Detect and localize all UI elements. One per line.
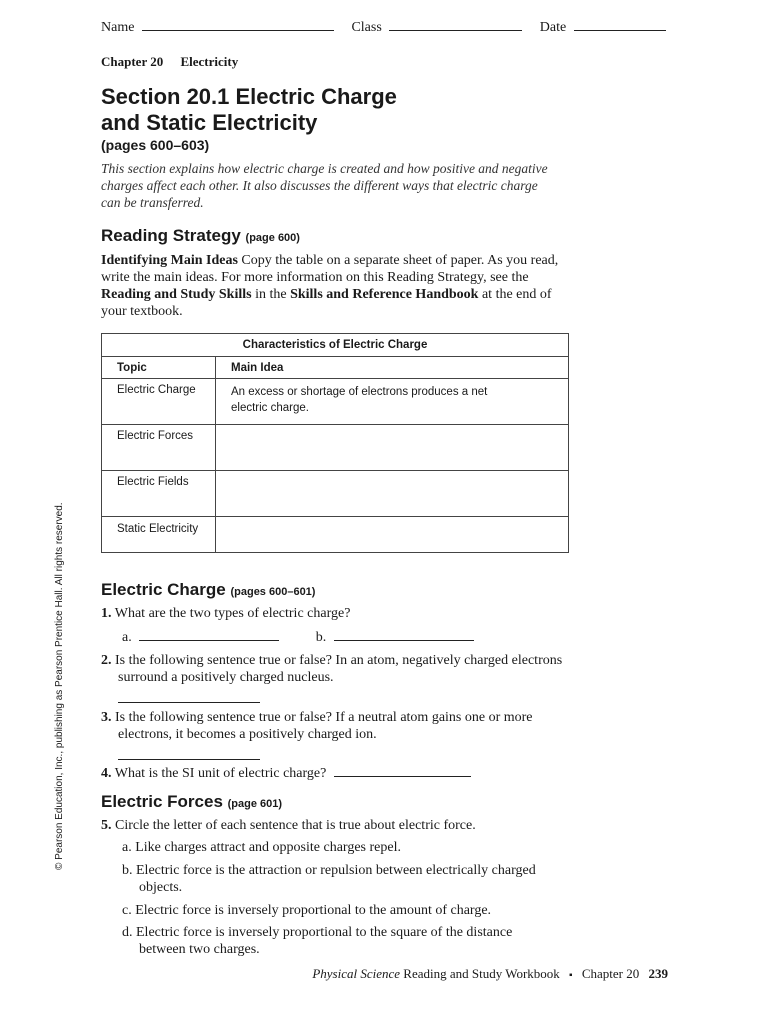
chapter-title: Electricity [180, 54, 239, 69]
option-letter: a. [122, 840, 132, 855]
question-3 [101, 709, 571, 765]
question-text: Circle the letter of each sentence that is true about electric force. [115, 818, 476, 833]
table-caption: Characteristics of Electric Charge [102, 334, 568, 357]
question-4 [101, 765, 571, 782]
option-letter: d. [122, 925, 133, 940]
question-5-option[interactable] [122, 902, 562, 919]
table-row-topic: Electric Fields [117, 476, 189, 488]
answer-a-label: a. [122, 630, 132, 645]
chapter-row [101, 54, 238, 70]
reading-strategy-text1: Copy the table on a separate sheet of paper. As you read, write the main ideas. For more information on this Reading Strategy, see the [101, 253, 559, 285]
question-text: Is the following sentence true or false? In an atom, negatively charged electrons surround a positively charged nucleus. [115, 653, 563, 685]
option-text: Electric force is the attraction or repulsion between electrically charged objects. [136, 863, 536, 895]
question-number: 4. [101, 766, 112, 781]
page-number: 239 [648, 966, 668, 981]
reading-strategy-lead: Identifying Main Ideas [101, 253, 238, 268]
table-row-topic: Electric Forces [117, 430, 194, 442]
section-title-line1: Section 20.1 Electric Charge [101, 84, 397, 109]
question-text: Is the following sentence true or false? If a neutral atom gains one or more electrons, it becomes a positively charged ion. [115, 710, 533, 742]
option-text: Electric force is inversely proportional to the square of the distance between two charges. [136, 925, 513, 957]
question-5-option[interactable] [122, 862, 562, 896]
section-pages: (pages 600–603) [101, 137, 210, 153]
question-2 [101, 652, 571, 708]
answer-field[interactable] [118, 688, 260, 703]
question-number: 5. [101, 818, 112, 833]
footer-bullet: ▪ [569, 970, 573, 981]
reading-strategy-pages: (page 600) [245, 232, 300, 244]
question-text: What is the SI unit of electric charge? [114, 766, 327, 781]
table-row-line [102, 378, 568, 379]
reading-strategy-text2: in the [251, 287, 291, 302]
option-text: Like charges attract and opposite charges repel. [135, 840, 401, 855]
header-row [101, 20, 666, 36]
option-letter: c. [122, 903, 132, 918]
question-5-option[interactable] [122, 839, 562, 856]
chapter-number: Chapter 20 [101, 54, 164, 69]
footer-chapter: Chapter 20 [581, 966, 640, 981]
electric-charge-title: Electric Charge [101, 580, 226, 599]
question-number: 1. [101, 606, 112, 621]
table-row-line [102, 470, 568, 471]
option-letter: b. [122, 863, 133, 878]
question-number: 2. [101, 653, 112, 668]
electric-forces-pages: (page 601) [227, 798, 283, 810]
table-row-topic: Static Electricity [117, 523, 199, 535]
electric-charge-pages: (pages 600–601) [230, 586, 316, 598]
section-title [101, 84, 661, 136]
table-row-topic: Electric Charge [117, 384, 196, 396]
question-1-answers [122, 629, 592, 646]
reading-strategy-bold1: Reading and Study Skills [101, 287, 252, 302]
section-intro: This section explains how electric charge is created and how positive and negative charges affect each other. It also discusses the different ways that electric charge can be transferred. [101, 161, 548, 210]
answer-b-field[interactable] [334, 640, 474, 641]
option-text: Electric force is inversely proportional to the amount of charge. [135, 903, 492, 918]
question-1 [101, 605, 571, 622]
section-title-line2: and Static Electricity [101, 110, 318, 135]
table-header-main-idea: Main Idea [231, 362, 284, 374]
reading-strategy-text3: at the end of your textbook. [101, 287, 552, 319]
answer-field[interactable] [118, 745, 260, 760]
footer-book-title: Reading and Study Workbook [403, 966, 560, 981]
table-row-idea: An excess or shortage of electrons produces a net electric charge. [231, 386, 488, 414]
page-footer [312, 966, 668, 982]
reading-strategy-bold2: Skills and Reference Handbook [290, 287, 479, 302]
name-field[interactable] [142, 30, 334, 31]
question-number: 3. [101, 710, 112, 725]
date-label: Date [539, 20, 567, 35]
table-header-topic: Topic [117, 362, 147, 374]
answer-b-label: b. [315, 630, 327, 645]
question-text: What are the two types of electric charge? [114, 606, 351, 621]
copyright-notice: © Pearson Education, Inc., publishing as Pearson Prentice Hall. All rights reserved. [54, 502, 65, 870]
class-label: Class [351, 20, 382, 35]
reading-strategy-text [101, 252, 571, 320]
date-field[interactable] [574, 30, 666, 31]
name-label: Name [101, 20, 135, 35]
table-row-line [102, 516, 568, 517]
class-field[interactable] [389, 30, 522, 31]
reading-strategy-title: Reading Strategy [101, 226, 241, 245]
question-5 [101, 817, 571, 834]
electric-charge-heading [101, 580, 315, 600]
reading-strategy-heading [101, 226, 300, 246]
answer-field[interactable] [334, 776, 471, 777]
footer-book-italic: Physical Science [312, 966, 401, 981]
electric-forces-title: Electric Forces [101, 792, 223, 811]
question-5-option[interactable] [122, 924, 542, 958]
table-row-line [102, 424, 568, 425]
main-ideas-table [101, 333, 569, 553]
answer-a-field[interactable] [139, 640, 279, 641]
electric-forces-heading [101, 792, 282, 812]
table-divider [215, 356, 216, 552]
